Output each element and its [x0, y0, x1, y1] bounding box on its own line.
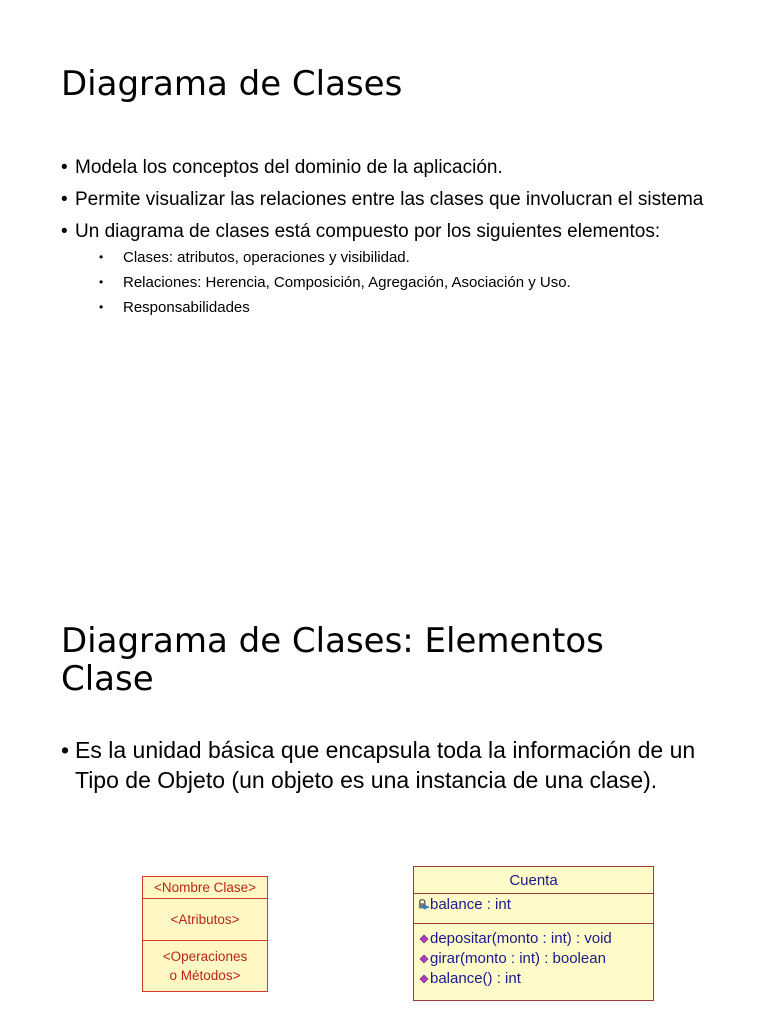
sub-bullet-list: [75, 245, 741, 320]
uml-operation: [418, 929, 649, 949]
uml-operations-line1: <Operaciones: [162, 949, 248, 964]
slide1-bullet-list: [61, 156, 741, 320]
uml-operation: [418, 949, 649, 969]
bullet-text: Es la unidad básica que encapsula toda la información de un Tipo de Objeto (un objeto es una instancia de una clase).: [75, 737, 696, 793]
bullet-icon: •: [61, 221, 68, 242]
list-item: [61, 188, 741, 211]
uml-operation: [418, 969, 649, 989]
uml-operation-text: girar(monto : int) : boolean: [430, 950, 606, 967]
uml-class-attributes: [414, 894, 653, 924]
uml-class-name: <Nombre Clase>: [143, 877, 267, 899]
slide2-bullet-list: [61, 735, 721, 795]
public-operation-icon: [418, 952, 430, 966]
slide2-title-line2: Clase: [61, 659, 154, 699]
uml-operation-text: balance() : int: [430, 970, 521, 987]
uml-operations-line2: o Métodos>: [169, 968, 241, 983]
bullet-icon: •: [99, 300, 104, 314]
bullet-icon: •: [61, 157, 68, 178]
uml-class-operations: [143, 941, 267, 991]
uml-attribute-text: balance : int: [430, 896, 511, 913]
uml-class-name: Cuenta: [414, 867, 653, 894]
bullet-text: Un diagrama de clases está compuesto por los siguientes elementos:: [75, 221, 661, 242]
public-operation-icon: [418, 972, 430, 986]
private-attribute-icon: [418, 898, 430, 912]
slide1-title: Diagrama de Clases: [61, 64, 403, 104]
bullet-icon: •: [61, 189, 68, 210]
list-item: [61, 735, 721, 795]
sub-bullet-text: Clases: atributos, operaciones y visibilidad.: [123, 249, 410, 266]
slide2-title: [61, 622, 604, 698]
bullet-text: Modela los conceptos del dominio de la aplicación.: [75, 157, 503, 178]
sub-list-item: [75, 270, 741, 295]
sub-list-item: [75, 295, 741, 320]
uml-class-template: [142, 876, 268, 992]
uml-class-cuenta: [413, 866, 654, 1001]
bullet-icon: •: [99, 250, 104, 264]
public-operation-icon: [418, 932, 430, 946]
uml-operation-text: depositar(monto : int) : void: [430, 930, 612, 947]
sub-list-item: [75, 245, 741, 270]
list-item: [61, 220, 741, 320]
bullet-icon: •: [61, 737, 70, 763]
bullet-icon: •: [99, 275, 104, 289]
slide2-title-line1: Diagrama de Clases: Elementos: [61, 621, 604, 661]
list-item: [61, 156, 741, 179]
uml-attribute: [418, 896, 649, 913]
sub-bullet-text: Responsabilidades: [123, 299, 250, 316]
uml-class-attributes: <Atributos>: [143, 899, 267, 941]
bullet-text: Permite visualizar las relaciones entre las clases que involucran el sistema: [75, 189, 704, 210]
sub-bullet-text: Relaciones: Herencia, Composición, Agregación, Asociación y Uso.: [123, 274, 571, 291]
uml-class-operations: [414, 924, 653, 994]
